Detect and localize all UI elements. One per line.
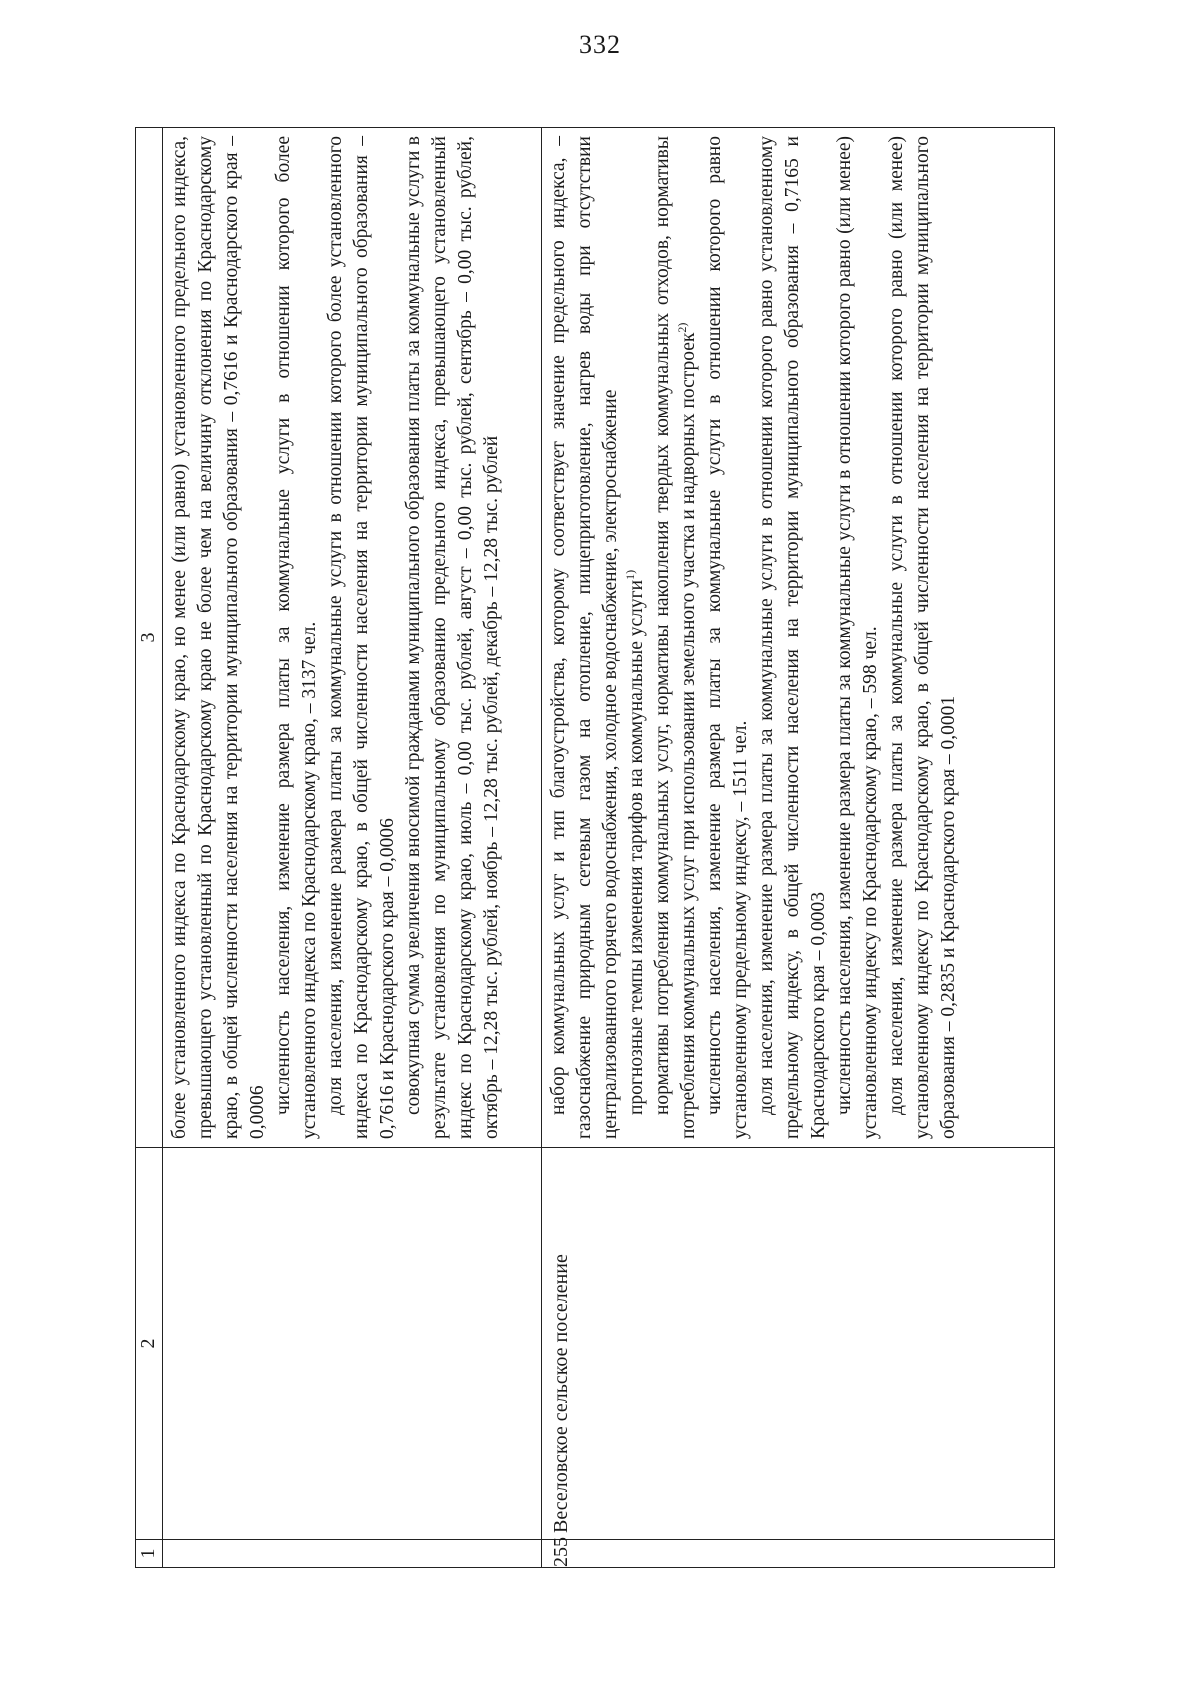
row-number: 255: [542, 1540, 1055, 1568]
row-description: [542, 128, 1055, 1148]
footnote-mark: 1): [623, 569, 637, 580]
paragraph: набор коммунальных услуг и тип благоустройства, которому соответствует значение предельного индекса, – газоснабжение природным сетевым газом на отопление, пищеприготовление, нагрев воды при отсутствии централизованного горячего водоснабжения, холодное водоснабжение, электроснабжение: [548, 136, 621, 1139]
paragraph: доля населения, изменение размера платы за коммунальные услуги в отношении которого равно установленному предельному индексу, в общей численности населения на территории муниципального образования – 0,7165 и Краснодарского края – 0,0003: [756, 136, 829, 1139]
row-number: [163, 1540, 542, 1568]
row-description: [163, 128, 542, 1148]
paragraph: доля населения, изменение размера платы за коммунальные услуги в отношении которого равно (или менее) установленному индексу по Краснодарскому краю, в общей численности населения на территории муниципального образования – 0,2835 и Краснодарского края – 0,0001: [886, 136, 959, 1139]
paragraph: численность населения, изменение размера платы за коммунальные услуги в отношении которого равно (или менее) установленному индексу по Краснодарскому краю, – 598 чел.: [834, 136, 881, 1139]
paragraph: доля населения, изменение размера платы за коммунальные услуги в отношении которого более установленного индекса по Краснодарскому краю, в общей численности населения на территории муниципального образования – 0,7616 и Краснодарского края – 0,0006: [325, 136, 398, 1139]
municipality-name: [163, 1148, 542, 1540]
paragraph: совокупная сумма увеличения вносимой гражданами муниципального образования платы за коммунальные услуги в результате установления по муниципальному образованию предельного индекса, превышающего установленный индекс по Краснодарскому краю, июль – 0,00 тыс. рублей, август – 0,00 тыс. рублей, сентябрь – 0,00 тыс. рублей, октябрь – 12,28 тыс. рублей, ноябрь – 12,28 тыс. рублей, декабрь – 12,28 тыс. рублей: [403, 136, 502, 1139]
paragraph: численность населения, изменение размера платы за коммунальные услуги в отношении которого более установленного индекса по Краснодарскому краю, – 3137 чел.: [273, 136, 320, 1139]
municipality-name: Веселовское сельское поселение: [542, 1148, 1055, 1540]
table-row-255: [542, 128, 1055, 1568]
paragraph-text: нормативы потребления коммунальных услуг, нормативы накопления твердых коммунальных отходов, нормативы потребления коммунальных услуг при использовании земельного участка и надворных построек: [652, 136, 699, 1139]
footnote-mark: 2): [675, 322, 689, 333]
paragraph-text: прогнозные темпы изменения тарифов на коммунальные услуги: [626, 579, 647, 1115]
paragraph: более установленного индекса по Краснодарскому краю, но менее (или равно) установленного предельного индекса, превышающего установленный по Краснодарскому краю не более чем на величину отклонения по Краснодарскому краю, в общей численности населения на территории муниципального образования – 0,7616 и Краснодарского края – 0,0006: [169, 136, 268, 1139]
header-col-3: 3: [136, 128, 163, 1148]
paragraph: [624, 136, 650, 1139]
header-col-2: 2: [136, 1148, 163, 1540]
header-col-1: 1: [136, 1540, 163, 1568]
table-row-continued: [163, 128, 542, 1568]
rotated-table-container: [135, 128, 1065, 1568]
paragraph: численность населения, изменение размера платы за коммунальные услуги в отношении которого равно установленному предельному индексу, – 1511 чел.: [704, 136, 751, 1139]
paragraph: [650, 136, 702, 1139]
page-number: 332: [579, 30, 621, 59]
data-table: [135, 127, 1055, 1568]
table-header-row: [136, 128, 163, 1568]
